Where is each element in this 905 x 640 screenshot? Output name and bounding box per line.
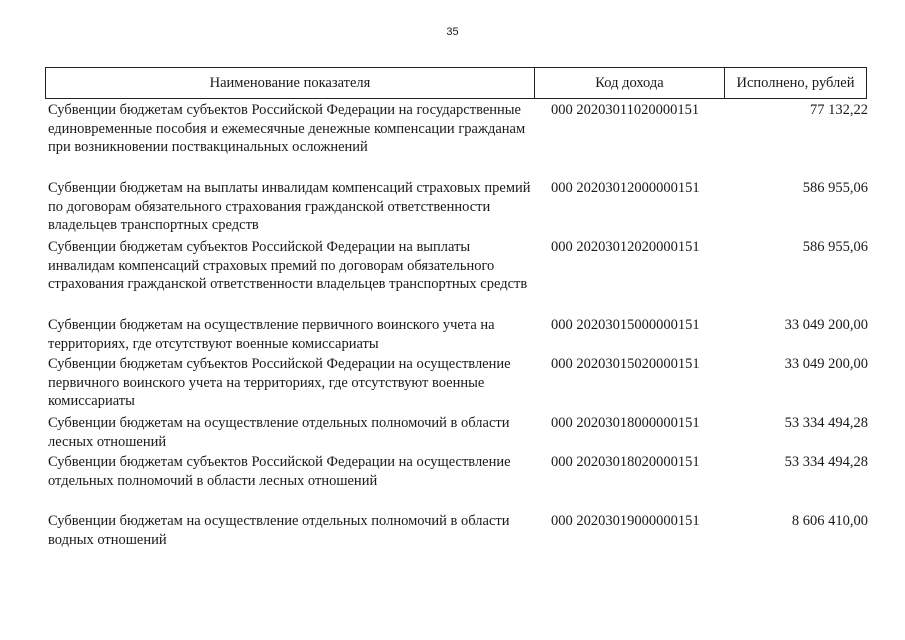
row-code: 000 20203019000000151 bbox=[551, 513, 700, 529]
row-name: Субвенции бюджетам на осуществление отдельных полномочий в области водных отношений bbox=[48, 513, 510, 548]
table-header bbox=[45, 67, 867, 99]
row-value: 8 606 410,00 bbox=[791, 513, 868, 529]
row-code: 000 20203011020000151 bbox=[551, 102, 700, 118]
row-code: 000 20203018000000151 bbox=[551, 415, 700, 431]
row-name: Субвенции бюджетам на выплаты инвалидам компенсаций страховых премий по договорам обязательного страхования гражданской ответственности владельцев транспортных средств bbox=[48, 180, 531, 233]
row-value: 586 955,06 bbox=[802, 239, 868, 255]
column-header-name: Наименование показателя bbox=[46, 68, 535, 98]
row-value: 53 334 494,28 bbox=[784, 415, 868, 431]
row-name: Субвенции бюджетам субъектов Российской Федерации на выплаты инвалидам компенсаций страховых премий по договорам обязательного страхования гражданской ответственности владельцев транспортных средств bbox=[48, 239, 528, 292]
row-name: Субвенции бюджетам субъектов Российской Федерации на осуществление отдельных полномочий в области лесных отношений bbox=[48, 454, 511, 489]
page-number: 35 bbox=[446, 26, 459, 38]
column-header-code: Код дохода bbox=[535, 68, 725, 98]
row-value: 586 955,06 bbox=[802, 180, 868, 196]
row-code: 000 20203012020000151 bbox=[551, 239, 700, 255]
row-value: 77 132,22 bbox=[810, 102, 868, 118]
row-name: Субвенции бюджетам субъектов Российской Федерации на государственные единовременные пособия и ежемесячные денежные компенсации гражданам при возникновении поствакцинальных осложнений bbox=[48, 102, 526, 155]
row-code: 000 20203012000000151 bbox=[551, 180, 700, 196]
row-value: 33 049 200,00 bbox=[784, 356, 868, 372]
row-code: 000 20203015020000151 bbox=[551, 356, 700, 372]
row-value: 53 334 494,28 bbox=[784, 454, 868, 470]
row-name: Субвенции бюджетам на осуществление первичного воинского учета на территориях, где отсутствуют военные комиссариаты bbox=[48, 317, 495, 352]
row-code: 000 20203018020000151 bbox=[551, 454, 700, 470]
row-value: 33 049 200,00 bbox=[784, 317, 868, 333]
row-code: 000 20203015000000151 bbox=[551, 317, 700, 333]
row-name: Субвенции бюджетам на осуществление отдельных полномочий в области лесных отношений bbox=[48, 415, 510, 450]
row-name: Субвенции бюджетам субъектов Российской Федерации на осуществление первичного воинского учета на территориях, где отсутствуют военные комиссариаты bbox=[48, 356, 511, 409]
column-header-executed: Исполнено, рублей bbox=[736, 74, 855, 91]
